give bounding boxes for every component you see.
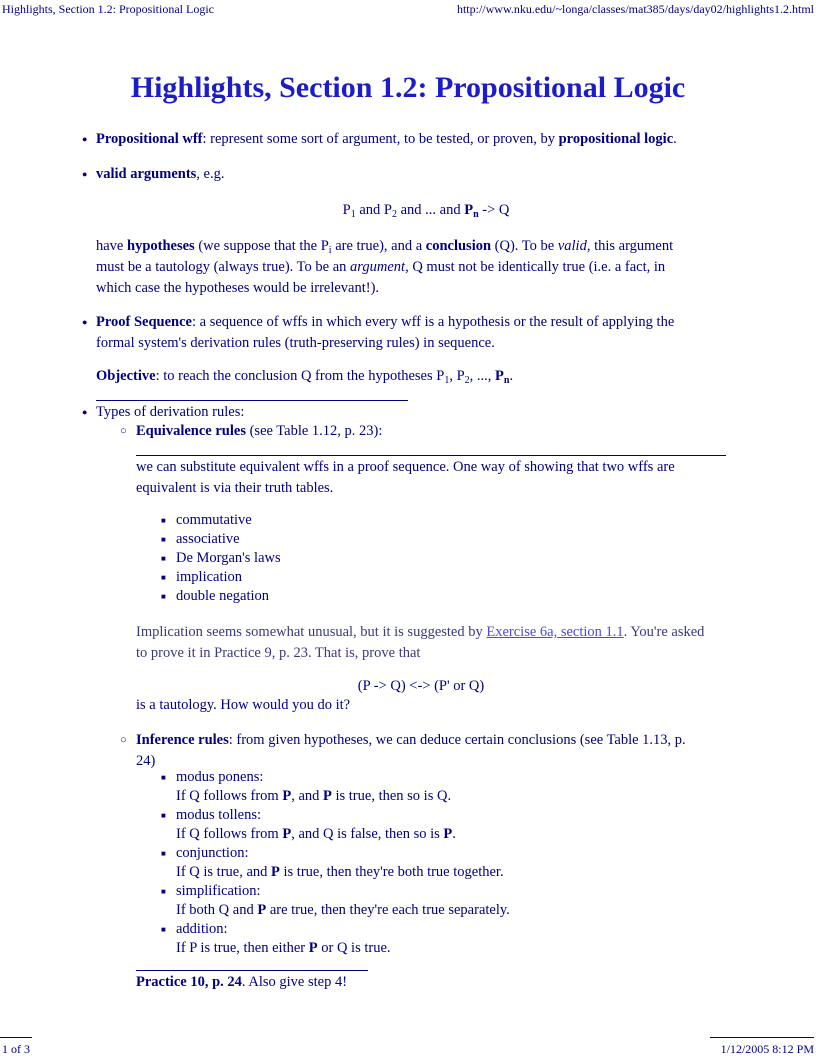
- bullet-square-icon: [161, 568, 166, 587]
- inference-rule-description: If Q follows from P, and P is true, then so is Q.: [176, 788, 452, 804]
- implication-paragraph: [136, 623, 796, 663]
- formula-sub: n: [473, 209, 479, 220]
- bullet-square-icon: [161, 530, 166, 549]
- footer-rule-right: [710, 1037, 814, 1038]
- valid-formula: [96, 201, 756, 220]
- formula-sub: 2: [391, 209, 397, 220]
- equiv-rule-item: commutative: [176, 512, 252, 528]
- proof-paragraph: [96, 313, 796, 353]
- footer-rule-left: [0, 1037, 32, 1038]
- horizontal-rule: [136, 970, 368, 971]
- valid-line-1: have hypotheses (we suppose that the $P_i$ are true), and a conclusion (Q). To be valid, this argument: [96, 238, 674, 256]
- bullet-square-icon: [161, 806, 166, 825]
- bullet-disc-icon: [82, 313, 87, 332]
- equiv-rule-item: implication: [176, 569, 243, 585]
- valid-text: , e.g.: [196, 166, 225, 182]
- bullet-square-icon: [161, 920, 166, 939]
- objective-paragraph: Objective: to reach the conclusion Q from the hypotheses $P_1$, $P_2$, ..., $P_n$.: [96, 368, 514, 386]
- equiv-desc-line-2: equivalent is via their truth tables.: [136, 480, 334, 496]
- proof-line-1: Proof Sequence: a sequence of wffs in which every wff is a hypothesis or the result of applying the: [96, 314, 675, 330]
- formula-sub: 1: [350, 209, 356, 220]
- bullet-square-icon: [161, 882, 166, 901]
- wff-term2: propositional logic: [558, 131, 674, 147]
- bullet-square-icon: [161, 511, 166, 530]
- equiv-rule-item: double negation: [176, 588, 270, 604]
- page-title: Highlights, Section 1.2: Propositional Logic: [130, 71, 686, 104]
- equiv-desc-line-1: we can substitute equivalent wffs in a proof sequence. One way of showing that two wffs are: [136, 459, 675, 475]
- inference-rule-name: modus ponens:: [176, 769, 264, 785]
- inference-rule: [176, 844, 776, 882]
- formula-and: and P: [355, 202, 392, 218]
- practice-line: Practice 10, p. 24. Also give step 4!: [136, 974, 348, 990]
- implication-formula: (P -> Q) <-> (P' or Q): [357, 678, 485, 694]
- equiv-description: [136, 458, 796, 498]
- formula-p: P: [342, 202, 351, 218]
- impl-line-2: to prove it in Practice 9, p. 23. That is, prove that: [136, 645, 421, 661]
- inference-rule-description: If Q follows from P, and Q is false, then so is P.: [176, 826, 456, 842]
- inference-rule: [176, 768, 776, 806]
- proof-line-2: formal system's derivation rules (truth-preserving rules) in sequence.: [96, 335, 495, 351]
- bullet-circle-icon: [120, 422, 127, 441]
- formula-arrow: -> Q: [478, 202, 510, 218]
- bullet-disc-icon: [82, 165, 87, 184]
- wff-term: Propositional wff: [96, 131, 203, 147]
- bullet-square-icon: [161, 549, 166, 568]
- exercise-link[interactable]: Exercise 6a, section 1.1: [486, 624, 624, 640]
- inference-rule-description: If both Q and P are true, then they're each true separately.: [176, 902, 510, 918]
- formula-dots: and ... and: [396, 202, 465, 218]
- valid-term: valid arguments: [96, 166, 197, 182]
- valid-explanation: [96, 237, 796, 298]
- page-count: 1 of 3: [2, 1042, 30, 1056]
- inference-rule: [176, 806, 776, 844]
- wff-text: : represent some sort of argument, to be tested, or proven, by: [202, 131, 559, 147]
- inference-heading: Inference rules: from given hypotheses, we can deduce certain conclusions (see Table 1.13, p. 24): [136, 732, 686, 769]
- bullet-square-icon: [161, 844, 166, 863]
- bullet-square-icon: [161, 768, 166, 787]
- bullet-disc-icon: [82, 403, 87, 422]
- inference-rule-name: conjunction:: [176, 845, 249, 861]
- valid-line-2: must be a tautology (always true). To be an argument, Q must not be identically true (i.e. a fact, in: [96, 259, 666, 275]
- wff-paragraph: [96, 130, 796, 149]
- bullet-disc-icon: [82, 130, 87, 149]
- bullet-square-icon: [161, 587, 166, 606]
- impl-line-1: Implication seems somewhat unusual, but it is suggested by Exercise 6a, section 1.1. You're asked: [136, 624, 705, 640]
- wff-end: .: [673, 131, 677, 147]
- types-label: Types of derivation rules:: [96, 404, 245, 420]
- inference-rule-description: If P is true, then either P or Q is true.: [176, 940, 391, 956]
- print-header-title: Highlights, Section 1.2: Propositional Logic: [2, 2, 214, 16]
- print-header-url: http://www.nku.edu/~longa/classes/mat385/days/day02/highlights1.2.html: [456, 2, 814, 16]
- equiv-rule-item: associative: [176, 531, 240, 547]
- inference-rule-name: modus tollens:: [176, 807, 261, 823]
- valid-line-3: which case the hypotheses would be irrelevant!).: [96, 280, 380, 296]
- horizontal-rule: [136, 455, 726, 456]
- equiv-rule-item: De Morgan's laws: [176, 550, 281, 566]
- inference-rule: [176, 920, 776, 958]
- valid-heading: [96, 165, 224, 184]
- inference-rule: [176, 882, 776, 920]
- tautology-question: is a tautology. How would you do it?: [136, 697, 351, 713]
- inference-rule-name: simplification:: [176, 883, 261, 899]
- horizontal-rule: [96, 400, 408, 401]
- inference-rule-name: addition:: [176, 921, 228, 937]
- equiv-heading: Equivalence rules (see Table 1.12, p. 23):: [136, 423, 383, 439]
- print-timestamp: 1/12/2005 8:12 PM: [720, 1042, 814, 1056]
- formula-pn: P: [464, 202, 474, 218]
- bullet-circle-icon: [120, 731, 127, 750]
- inference-rule-description: If Q is true, and P is true, then they're both true together.: [176, 864, 504, 880]
